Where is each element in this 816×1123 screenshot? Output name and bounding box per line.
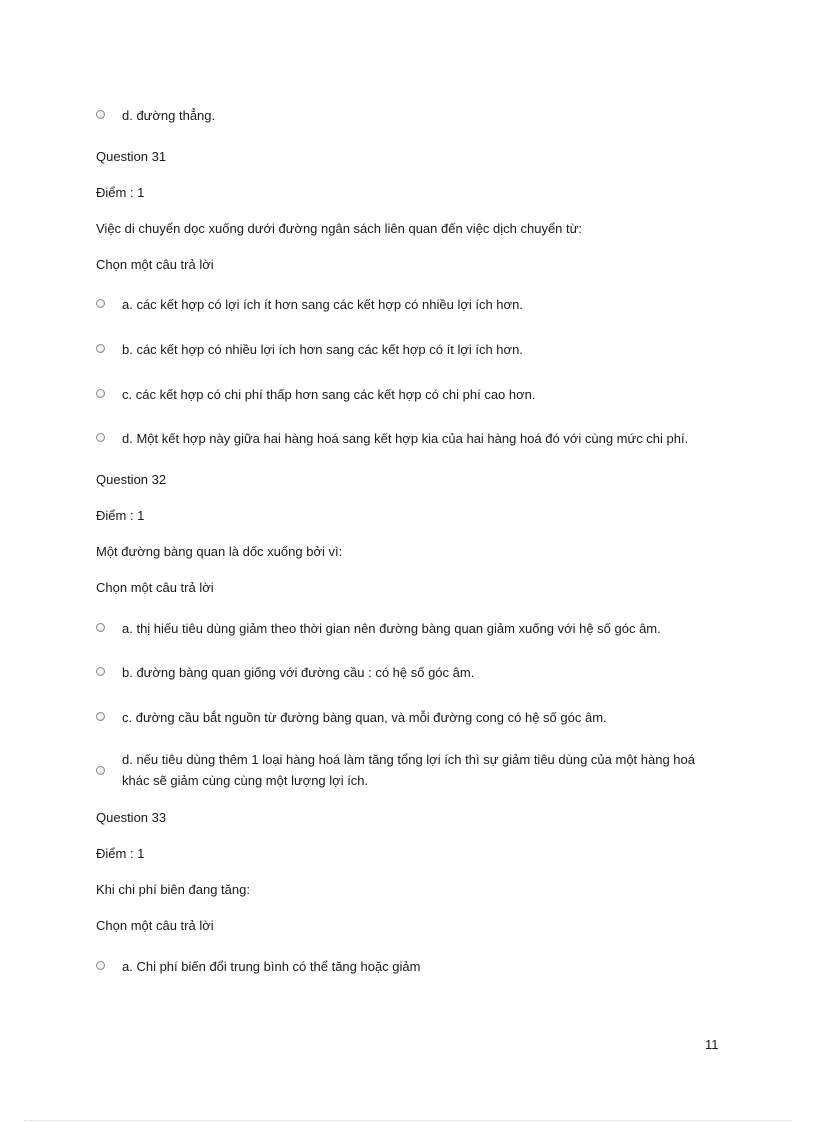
- radio-button[interactable]: [96, 344, 105, 353]
- answer-instruction: Chọn một câu trả lời: [96, 257, 214, 272]
- radio-button[interactable]: [96, 433, 105, 442]
- question-title: Question 32: [96, 472, 167, 487]
- answer-option-b[interactable]: [96, 341, 523, 359]
- question-title: Question 33: [96, 810, 167, 825]
- answer-instruction: Chọn một câu trả lời: [96, 580, 214, 595]
- radio-button[interactable]: [96, 389, 105, 398]
- answer-option-a[interactable]: [96, 958, 420, 976]
- answer-option-a[interactable]: [96, 620, 661, 638]
- option-label: b. đường bàng quan giống với đường cầu : có hệ số góc âm.: [122, 665, 475, 680]
- radio-button[interactable]: [96, 299, 105, 308]
- answer-option-d[interactable]: [96, 430, 688, 448]
- option-label: d. nếu tiêu dùng thêm 1 loại hàng hoá làm tăng tổng lợi ích thì sự giảm tiêu dùng của một hàng hoá khác sẽ giảm cùng cùng một lượng lợi ích.: [122, 752, 695, 788]
- answer-option-d[interactable]: [96, 107, 215, 125]
- radio-button[interactable]: [96, 712, 105, 721]
- answer-option-c[interactable]: [96, 709, 607, 727]
- question-points: Điểm : 1: [96, 846, 145, 861]
- radio-button[interactable]: [96, 110, 105, 119]
- option-label: c. các kết hợp có chi phí thấp hơn sang các kết hợp có chi phí cao hơn.: [122, 387, 536, 402]
- answer-option-c[interactable]: [96, 386, 536, 404]
- radio-button[interactable]: [96, 667, 105, 676]
- question-prompt: Việc di chuyển dọc xuống dưới đường ngân sách liên quan đến việc dịch chuyển từ:: [96, 221, 582, 236]
- question-prompt: Khi chi phí biên đang tăng:: [96, 882, 250, 897]
- option-label: c. đường cầu bắt nguồn từ đường bàng quan, và mỗi đường cong có hệ số góc âm.: [122, 710, 607, 725]
- answer-instruction: Chọn một câu trả lời: [96, 918, 214, 933]
- page-number: 11: [705, 1037, 719, 1052]
- question-title: Question 31: [96, 149, 167, 164]
- answer-option-d[interactable]: [96, 749, 722, 791]
- option-label: a. Chi phí biến đổi trung bình có thể tăng hoặc giảm: [122, 959, 421, 974]
- option-label: a. thị hiếu tiêu dùng giảm theo thời gian nên đường bàng quan giảm xuống với hệ số góc âm.: [122, 621, 661, 636]
- radio-button[interactable]: [96, 623, 105, 632]
- answer-option-b[interactable]: [96, 664, 474, 682]
- radio-button[interactable]: [96, 961, 105, 970]
- option-label: a. các kết hợp có lợi ích ít hơn sang các kết hợp có nhiều lợi ích hơn.: [122, 297, 523, 312]
- question-points: Điểm : 1: [96, 508, 145, 523]
- answer-option-a[interactable]: [96, 296, 523, 314]
- option-label: d. đường thẳng.: [122, 108, 216, 123]
- question-prompt: Một đường bàng quan là dốc xuống bởi vì:: [96, 544, 343, 559]
- option-label: b. các kết hợp có nhiều lợi ích hơn sang các kết hợp có ít lợi ích hơn.: [122, 342, 523, 357]
- radio-button[interactable]: [96, 766, 105, 775]
- question-points: Điểm : 1: [96, 185, 145, 200]
- page-bottom-divider: [24, 1120, 792, 1121]
- option-label: d. Một kết hợp này giữa hai hàng hoá sang kết hợp kia của hai hàng hoá đó với cùng mức chi phí.: [122, 431, 689, 446]
